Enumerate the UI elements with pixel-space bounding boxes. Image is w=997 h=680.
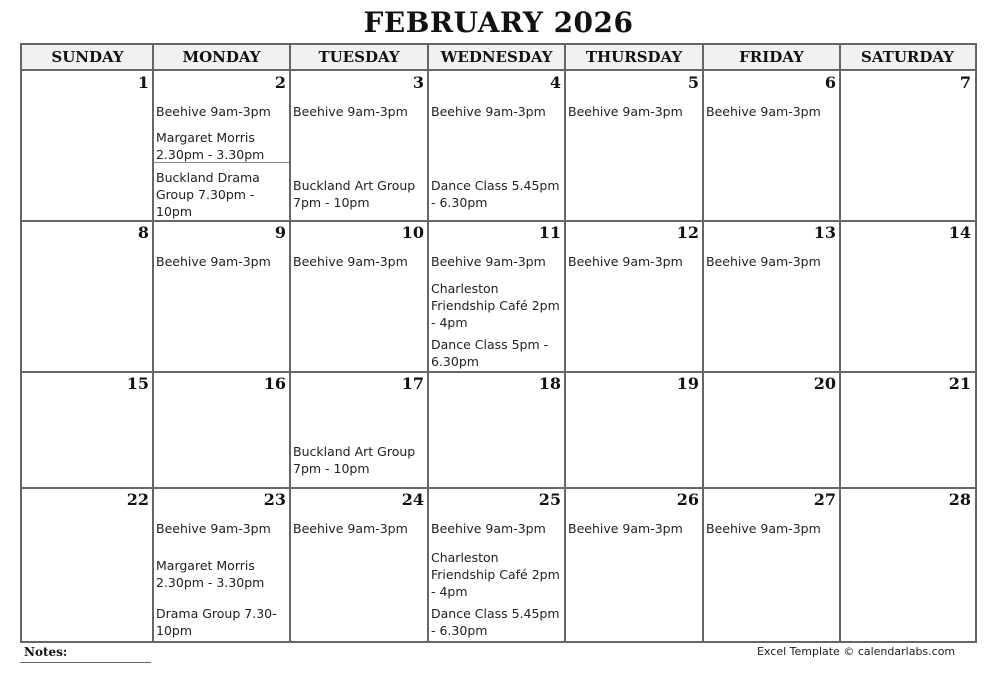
calendar-event[interactable]: Beehive 9am-3pm	[568, 521, 683, 536]
weekday-header-saturday: SATURDAY	[840, 45, 975, 71]
calendar-event[interactable]: Dance Class 5.45pm - 6.30pm	[431, 606, 560, 638]
day-number: 28	[948, 490, 971, 509]
day-number: 18	[538, 374, 561, 393]
calendar-event[interactable]: Beehive 9am-3pm	[431, 521, 546, 536]
column-divider	[702, 45, 704, 641]
day-number: 1	[137, 73, 149, 92]
day-number: 21	[948, 374, 971, 393]
day-number: 14	[948, 223, 971, 242]
day-number: 17	[401, 374, 424, 393]
day-number: 23	[263, 490, 286, 509]
notes-label: Notes:	[24, 645, 68, 659]
notes-line	[20, 662, 151, 663]
calendar-event[interactable]: Beehive 9am-3pm	[706, 104, 821, 119]
column-divider	[839, 45, 841, 641]
calendar-event[interactable]: Drama Group 7.30-10pm	[156, 606, 277, 638]
calendar-event[interactable]: Margaret Morris 2.30pm - 3.30pm	[156, 130, 265, 162]
day-number: 9	[274, 223, 286, 242]
day-number: 20	[813, 374, 836, 393]
day-number: 5	[687, 73, 699, 92]
day-number: 22	[126, 490, 149, 509]
calendar-event[interactable]: Beehive 9am-3pm	[706, 521, 821, 536]
day-number: 6	[824, 73, 836, 92]
calendar-event[interactable]: Dance Class 5.45pm - 6.30pm	[431, 178, 560, 210]
day-number: 16	[263, 374, 286, 393]
calendar-event[interactable]: Beehive 9am-3pm	[156, 104, 271, 119]
day-number: 13	[813, 223, 836, 242]
column-divider	[564, 45, 566, 641]
day-number: 26	[676, 490, 699, 509]
weekday-header-thursday: THURSDAY	[565, 45, 703, 71]
calendar-event[interactable]: Beehive 9am-3pm	[156, 521, 271, 536]
calendar-event[interactable]: Buckland Art Group 7pm - 10pm	[293, 444, 416, 476]
row-divider	[22, 371, 975, 373]
row-divider	[22, 487, 975, 489]
weekday-header-friday: FRIDAY	[703, 45, 840, 71]
day-number: 4	[549, 73, 561, 92]
day-number: 3	[412, 73, 424, 92]
calendar-event[interactable]: Beehive 9am-3pm	[706, 254, 821, 269]
day-number: 2	[274, 73, 286, 92]
weekday-header-tuesday: TUESDAY	[290, 45, 428, 71]
day-number: 25	[538, 490, 561, 509]
calendar-event[interactable]: Beehive 9am-3pm	[156, 254, 271, 269]
footer-credit: Excel Template © calendarlabs.com	[757, 645, 956, 658]
weekday-header-sunday: SUNDAY	[22, 45, 153, 71]
weekday-header-monday: MONDAY	[153, 45, 290, 71]
column-divider	[289, 45, 291, 641]
calendar-title: FEBRUARY 2026	[363, 6, 634, 39]
column-divider	[152, 45, 154, 641]
weekday-header-wednesday: WEDNESDAY	[428, 45, 565, 71]
day-number: 10	[401, 223, 424, 242]
day-number: 27	[813, 490, 836, 509]
calendar-event[interactable]: Margaret Morris 2.30pm - 3.30pm	[156, 558, 265, 590]
calendar-event[interactable]: Charleston Friendship Café 2pm - 4pm	[431, 281, 560, 330]
calendar-event[interactable]: Beehive 9am-3pm	[431, 254, 546, 269]
day-number: 7	[959, 73, 971, 92]
day-number: 24	[401, 490, 424, 509]
day-number: 11	[538, 223, 561, 242]
day-number: 12	[676, 223, 699, 242]
calendar-event[interactable]: Beehive 9am-3pm	[293, 521, 408, 536]
day-number: 8	[137, 223, 149, 242]
day-number: 19	[676, 374, 699, 393]
calendar-event[interactable]: Buckland Art Group 7pm - 10pm	[293, 178, 416, 210]
calendar-event[interactable]: Beehive 9am-3pm	[431, 104, 546, 119]
calendar-event[interactable]: Buckland Drama Group 7.30pm - 10pm	[156, 170, 260, 219]
event-divider	[154, 162, 289, 163]
calendar-event[interactable]: Beehive 9am-3pm	[568, 254, 683, 269]
row-divider	[22, 220, 975, 222]
calendar-event[interactable]: Beehive 9am-3pm	[568, 104, 683, 119]
calendar-event[interactable]: Dance Class 5pm - 6.30pm	[431, 337, 549, 369]
calendar-event[interactable]: Charleston Friendship Café 2pm - 4pm	[431, 550, 560, 599]
column-divider	[427, 45, 429, 641]
calendar-event[interactable]: Beehive 9am-3pm	[293, 254, 408, 269]
day-number: 15	[126, 374, 149, 393]
calendar-event[interactable]: Beehive 9am-3pm	[293, 104, 408, 119]
calendar-grid	[20, 43, 977, 643]
